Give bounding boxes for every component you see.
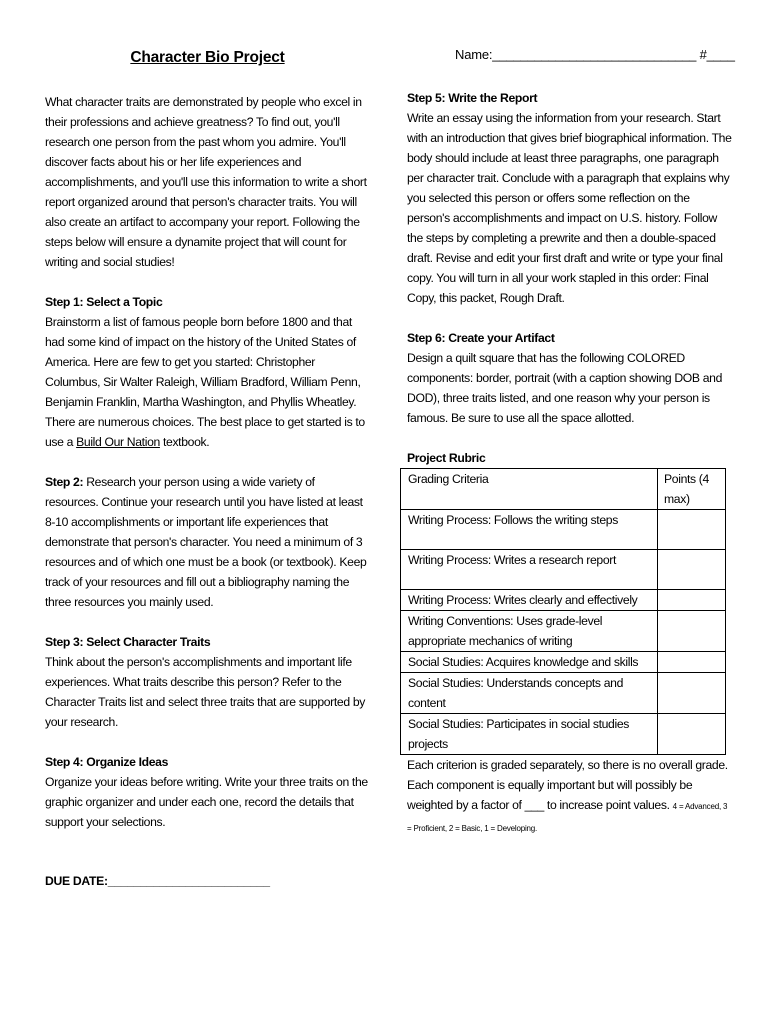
table-row bbox=[401, 590, 726, 611]
table-row bbox=[401, 611, 726, 652]
name-field[interactable]: Name:_____________________________ #____ bbox=[455, 47, 735, 62]
rubric-criterion: Writing Process: Writes clearly and effectively bbox=[401, 590, 658, 611]
rubric-points-cell[interactable] bbox=[658, 714, 726, 755]
rubric-criterion: Social Studies: Participates in social studies projects bbox=[401, 714, 658, 755]
rubric-points-cell[interactable] bbox=[658, 652, 726, 673]
step6-text: Design a quilt square that has the following COLORED components: border, portrait (with a caption showing DOB and DOD), three traits listed, and one reason why your person is famous. Be sure to use all the space allotted. bbox=[407, 351, 723, 425]
rubric-points-cell[interactable] bbox=[658, 673, 726, 714]
rubric-table bbox=[400, 468, 726, 755]
step1-text-after: textbook. bbox=[159, 435, 210, 449]
step6-heading: Step 6: Create your Artifact bbox=[407, 331, 555, 345]
rubric-points-cell[interactable] bbox=[658, 510, 726, 550]
rubric-header-criteria: Grading Criteria bbox=[401, 469, 658, 510]
step5-text: Write an essay using the information from your research. Start with an introduction that gives brief biographical information. The body should include at least three paragraphs, one paragraph per character trait. Conclude with a paragraph that explains why you selected this person or offers some reflection on the person's accomplishments and impact on U.S. history. Follow the steps by completing a prewrite and then a double-spaced draft. Revise and edit your first draft and write or type your final copy. You will turn in all your work stapled in this order: Final Copy, this packet, Rough Draft. bbox=[407, 111, 732, 305]
step5-heading: Step 5: Write the Report bbox=[407, 91, 538, 105]
step2-section bbox=[45, 472, 370, 612]
rubric-criterion: Writing Process: Follows the writing steps bbox=[401, 510, 658, 550]
intro-paragraph: What character traits are demonstrated by people who excel in their professions and achieve greatness? To find out, you'll research one person from the past whom you admire. You'll discover facts about his or her life experiences and accomplishments, and you'll use this information to write a short report organized around that person's character traits. You will also create an artifact to accompany your report. Following the steps below will ensure a dynamite project that will count for writing and social studies! bbox=[45, 95, 367, 269]
rubric-criterion: Writing Conventions: Uses grade-level appropriate mechanics of writing bbox=[401, 611, 658, 652]
table-row bbox=[401, 550, 726, 590]
step3-section bbox=[45, 632, 370, 732]
table-row bbox=[401, 714, 726, 755]
step6-section bbox=[407, 328, 732, 428]
table-row bbox=[401, 673, 726, 714]
rubric-criterion: Writing Process: Writes a research report bbox=[401, 550, 658, 590]
due-date-field[interactable]: DUE DATE:_________________________ bbox=[45, 874, 270, 888]
right-column bbox=[407, 47, 735, 839]
step1-section bbox=[45, 292, 370, 452]
rubric-footer-text: Each criterion is graded separately, so there is no overall grade. Each component is equally important but will possibly be weighted by a factor of ___ to increase point values. bbox=[407, 758, 728, 812]
rubric-points-cell[interactable] bbox=[658, 550, 726, 590]
rubric-criterion: Social Studies: Acquires knowledge and skills bbox=[401, 652, 658, 673]
step5-section bbox=[407, 88, 732, 308]
rubric-criterion: Social Studies: Understands concepts and content bbox=[401, 673, 658, 714]
table-row bbox=[401, 510, 726, 550]
step4-text: Organize your ideas before writing. Write your three traits on the graphic organizer and under each one, record the details that support your selections. bbox=[45, 775, 368, 829]
step3-heading: Step 3: Select Character Traits bbox=[45, 635, 211, 649]
rubric-points-cell[interactable] bbox=[658, 611, 726, 652]
page-title: Character Bio Project bbox=[130, 49, 285, 66]
step2-heading: Step 2: bbox=[45, 475, 84, 489]
step2-text: Research your person using a wide variety of resources. Continue your research until you have listed at least 8-10 accomplishments or important life experiences that demonstrate that person's character. You need a minimum of 3 resources and of which one must be a book (or textbook). Keep track of your resources and fill out a bibliography naming the three resources you mainly used. bbox=[45, 475, 367, 609]
rubric-footer bbox=[407, 755, 732, 839]
table-row bbox=[401, 652, 726, 673]
rubric-header-row bbox=[401, 469, 726, 510]
step1-text-before: Brainstorm a list of famous people born before 1800 and that had some kind of impact on the history of the United States of America. Here are few to get you started: Christopher Columbus, Sir Walter Raleigh, William Bradford, William Penn, Benjamin Franklin, Martha Washington, and Phyllis Wheatley. There are numerous choices. The best place to get started is to use a bbox=[45, 315, 365, 449]
rubric-header-points: Points (4 max) bbox=[658, 469, 726, 510]
left-column bbox=[45, 47, 370, 888]
rubric-title: Project Rubric bbox=[407, 451, 486, 465]
step3-text: Think about the person's accomplishments and important life experiences. What traits describe this person? Refer to the Character Traits list and select three traits that are supported by your research. bbox=[45, 655, 365, 729]
rubric-scale-note: 4 = Advanced, 3 = Proficient, 2 = Basic, 1 = Developing. bbox=[407, 802, 728, 833]
step4-heading: Step 4: Organize Ideas bbox=[45, 755, 169, 769]
step1-heading: Step 1: Select a Topic bbox=[45, 295, 163, 309]
rubric-points-cell[interactable] bbox=[658, 590, 726, 611]
step1-book-title: Build Our Nation bbox=[76, 435, 160, 449]
step4-section bbox=[45, 752, 370, 832]
